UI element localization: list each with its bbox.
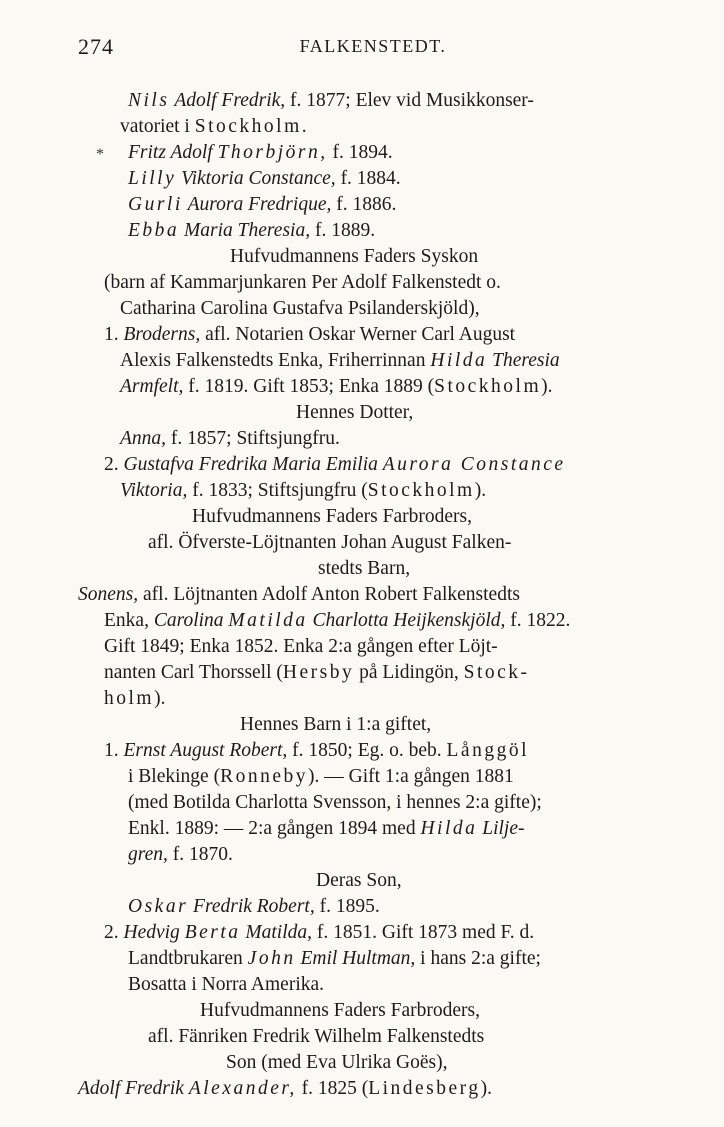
text-line xyxy=(120,348,560,374)
text-line xyxy=(104,920,534,946)
text-line xyxy=(128,192,396,218)
text-line xyxy=(104,738,529,764)
text-run: Långgöl xyxy=(446,740,529,761)
text-run: i hans 2:a gifte; xyxy=(415,948,541,969)
text-run: Lindesberg xyxy=(368,1078,481,1099)
text-run: Aurora Constance xyxy=(382,454,566,475)
text-run: Oskar xyxy=(128,896,189,917)
text-line xyxy=(128,88,534,114)
text-run: 1. xyxy=(104,324,124,345)
text-run: 2. xyxy=(104,454,124,475)
text-line xyxy=(78,1076,492,1102)
text-run: Hennes Barn i 1:a giftet, xyxy=(240,714,432,735)
text-run: Lilje- xyxy=(482,818,525,839)
text-run: Gustafva Fredrika Maria Emilia xyxy=(123,454,378,475)
text-line xyxy=(128,764,514,790)
text-run: Deras Son, xyxy=(316,870,402,891)
text-run: Catharina Carolina Gustafva Psilanderskjöld), xyxy=(120,298,480,319)
text-line xyxy=(128,894,380,920)
text-run: John xyxy=(247,948,296,969)
text-run: Adolf Fredrik xyxy=(78,1078,184,1099)
text-run: Anna, xyxy=(120,428,167,449)
text-run: 2. xyxy=(104,922,124,943)
text-line xyxy=(128,790,542,816)
text-run: afl. Öfverste-Löjtnanten Johan August Falken- xyxy=(148,532,512,553)
text-run: ). xyxy=(154,688,166,709)
text-run: Hufvudmannens Faders Syskon xyxy=(230,246,479,267)
text-run: Fritz Adolf xyxy=(128,142,213,163)
text-run: Ernst August Robert, xyxy=(123,740,288,761)
text-run: afl. Notarien Oskar Werner Carl August xyxy=(200,324,516,345)
text-run: Hilda xyxy=(420,818,478,839)
text-run: Thorbjörn, xyxy=(217,142,328,163)
text-line xyxy=(128,816,525,842)
text-run: Maria Theresia, xyxy=(184,220,311,241)
text-run: Ebba xyxy=(128,220,180,241)
text-run: holm xyxy=(104,688,155,709)
text-run: f. 1833; Stiftsjungfru ( xyxy=(187,480,368,501)
text-run: Sonens, xyxy=(78,584,139,605)
text-line xyxy=(104,270,501,296)
text-run: Hilda xyxy=(430,350,488,371)
text-run: Nils xyxy=(128,90,170,111)
text-run: Emil Hultman, xyxy=(300,948,416,969)
text-run: f. 1886. xyxy=(331,194,397,215)
text-run: f. 1819. Gift 1853; Enka 1889 ( xyxy=(183,376,435,397)
text-line xyxy=(128,218,375,244)
text-run: Matilda, xyxy=(245,922,313,943)
text-run: Hersby xyxy=(282,662,355,683)
text-run: ). xyxy=(480,1078,492,1099)
text-line xyxy=(120,296,480,322)
text-line xyxy=(148,530,511,556)
text-line xyxy=(200,998,480,1024)
text-run: stedts Barn, xyxy=(318,558,411,579)
text-run: Hufvudmannens Faders Farbroders, xyxy=(192,506,472,527)
text-run: Hennes Dotter, xyxy=(296,402,414,423)
text-run: Stockholm xyxy=(434,376,542,397)
text-line xyxy=(226,1050,448,1076)
text-run: Adolf Fredrik, xyxy=(174,90,286,111)
text-run: Enka, xyxy=(104,610,154,631)
text-run: på Lidingön, xyxy=(354,662,464,683)
text-run: vatoriet i xyxy=(120,116,195,137)
text-run: f. 1822. xyxy=(505,610,571,631)
text-run: afl. Löjtnanten Adolf Anton Robert Falkenstedts xyxy=(138,584,520,605)
text-run: nanten Carl Thorssell ( xyxy=(104,662,283,683)
text-run: Stock- xyxy=(463,662,530,683)
text-run: ). xyxy=(474,480,487,501)
text-run: Hufvudmannens Faders Farbroders, xyxy=(200,1000,480,1021)
text-run: Son (med Eva Ulrika Goës), xyxy=(226,1052,448,1073)
text-run: Ronneby xyxy=(220,766,308,787)
text-run: Lilly xyxy=(128,168,177,189)
text-line xyxy=(128,972,324,998)
text-run: ). — Gift 1:a gången 1881 xyxy=(308,766,514,787)
text-run: afl. Fänriken Fredrik Wilhelm Falkenstedts xyxy=(148,1026,485,1047)
text-run: Aurora Fredrique, xyxy=(187,194,332,215)
text-line xyxy=(104,634,498,660)
text-line xyxy=(192,504,472,530)
text-run: Viktoria, xyxy=(120,480,188,501)
text-run: i Blekinge ( xyxy=(128,766,221,787)
text-run: f. 1877; Elev vid Musikkonser- xyxy=(285,90,534,111)
text-run: Theresia xyxy=(492,350,560,371)
text-line xyxy=(128,166,401,192)
text-run: f. 1895. xyxy=(314,896,380,917)
text-run: Enkl. 1889: — 2:a gången 1894 med xyxy=(128,818,421,839)
text-run: Stockholm xyxy=(367,480,475,501)
text-run: Fredrik Robert, xyxy=(193,896,315,917)
text-run: Carolina xyxy=(153,610,224,631)
text-run: Matilda xyxy=(228,610,308,631)
text-line xyxy=(296,400,413,426)
text-line xyxy=(240,712,431,738)
text-run: f. 1889. xyxy=(310,220,376,241)
text-line xyxy=(316,868,402,894)
text-line xyxy=(104,452,566,478)
text-line xyxy=(120,114,309,140)
text-run: Gurli xyxy=(128,194,183,215)
text-line xyxy=(120,374,553,400)
text-line xyxy=(120,478,486,504)
text-line xyxy=(230,244,478,270)
text-run: Viktoria Constance, xyxy=(181,168,336,189)
running-title: FALKENSTEDT. xyxy=(299,36,447,56)
text-run: ). xyxy=(541,376,553,397)
text-run: (barn af Kammarjunkaren Per Adolf Falkenstedt o. xyxy=(104,272,501,293)
text-run: 1. xyxy=(104,740,124,761)
text-line xyxy=(120,426,340,452)
text-run: f. 1870. xyxy=(167,844,233,865)
text-run: f. 1851. Gift 1873 med F. d. xyxy=(312,922,535,943)
text-run: f. 1857; Stiftsjungfru. xyxy=(166,428,340,449)
text-run: Charlotta Heijkenskjöld, xyxy=(312,610,506,631)
text-run: Hedvig xyxy=(123,922,180,943)
text-line xyxy=(128,946,541,972)
text-line xyxy=(78,582,520,608)
text-line xyxy=(318,556,410,582)
text-line xyxy=(104,686,165,712)
text-run: f. 1850; Eg. o. beb. xyxy=(287,740,447,761)
text-line xyxy=(128,842,233,868)
text-run: Armfelt, xyxy=(120,376,184,397)
page-number: 274 xyxy=(78,34,114,59)
text-run: Alexander, xyxy=(188,1078,297,1099)
text-line xyxy=(104,660,530,686)
margin-mark: * xyxy=(96,146,104,163)
text-run: Landtbrukaren xyxy=(128,948,248,969)
text-line xyxy=(128,140,393,166)
text-run: Gift 1849; Enka 1852. Enka 2:a gången efter Löjt- xyxy=(104,636,498,657)
text-run: Stockholm. xyxy=(194,116,310,137)
text-run: gren, xyxy=(128,844,168,865)
text-line xyxy=(148,1024,484,1050)
text-run: f. 1884. xyxy=(335,168,401,189)
text-run: Broderns, xyxy=(123,324,201,345)
text-line xyxy=(104,322,515,348)
text-run: f. 1894. xyxy=(327,142,393,163)
text-run: Bosatta i Norra Amerika. xyxy=(128,974,325,995)
page-header xyxy=(78,34,668,62)
text-line xyxy=(104,608,570,634)
text-run: Berta xyxy=(184,922,241,943)
text-run: f. 1825 ( xyxy=(296,1078,369,1099)
text-run: (med Botilda Charlotta Svensson, i hennes 2:a gifte); xyxy=(128,792,542,813)
text-run: Alexis Falkenstedts Enka, Friherrinnan xyxy=(120,350,431,371)
